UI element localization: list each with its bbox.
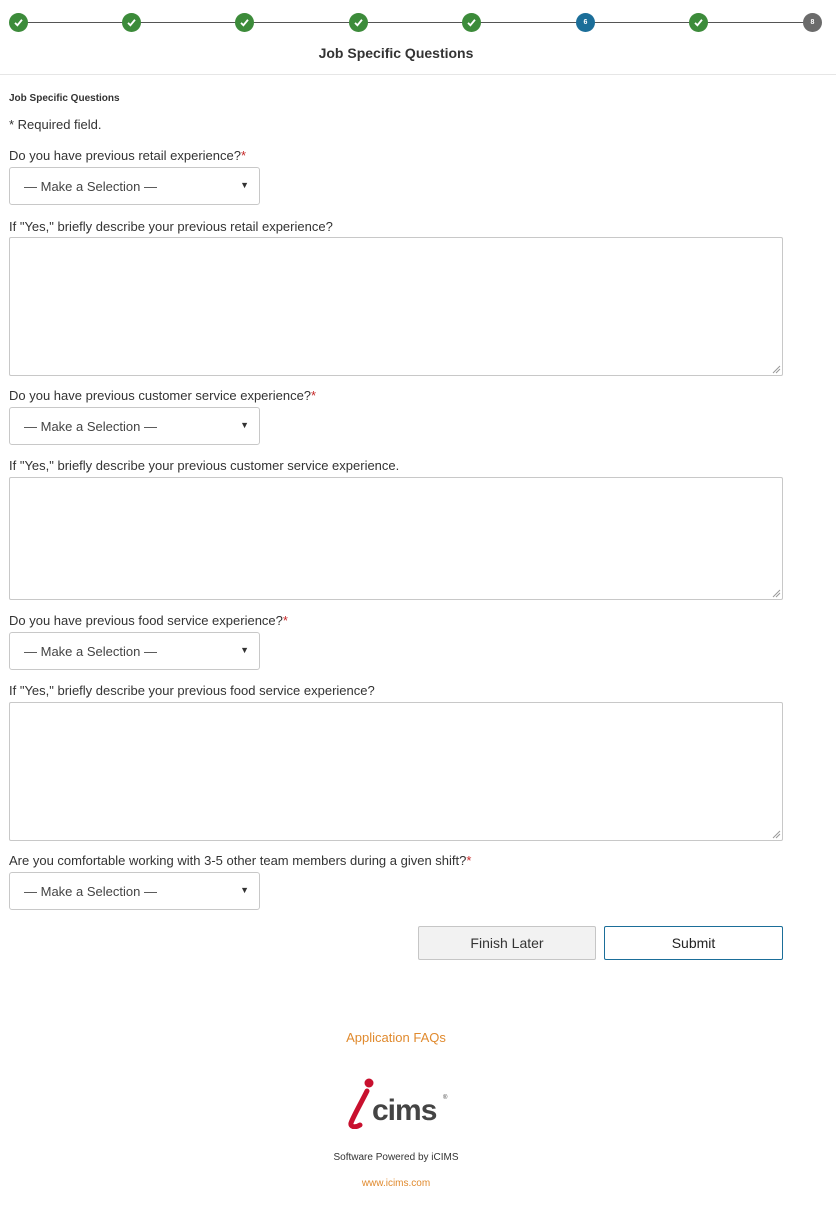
check-icon: [693, 17, 704, 28]
step-4[interactable]: [349, 13, 368, 32]
step-7[interactable]: [689, 13, 708, 32]
dropdown-caret-icon: ▼: [240, 645, 249, 655]
select-value: — Make a Selection —: [24, 883, 157, 899]
svg-text:cims: cims: [372, 1094, 437, 1127]
required-marker: *: [466, 853, 472, 868]
check-icon: [466, 17, 477, 28]
step-3[interactable]: [235, 13, 254, 32]
step-number: 6: [583, 19, 588, 26]
resize-grip-icon[interactable]: [772, 589, 781, 598]
customer-service-select[interactable]: [9, 407, 260, 445]
check-icon: [239, 17, 250, 28]
powered-by-text: Software Powered by iCIMS: [333, 1152, 459, 1163]
required-marker: *: [282, 613, 288, 628]
food-service-textarea[interactable]: [9, 702, 783, 841]
step-2[interactable]: [122, 13, 141, 32]
dropdown-caret-icon: ▼: [240, 420, 249, 430]
resize-grip-icon[interactable]: [772, 830, 781, 839]
dropdown-caret-icon: ▼: [240, 180, 249, 190]
stepper-title: Job Specific Questions: [318, 45, 474, 61]
resize-grip-icon[interactable]: [772, 365, 781, 374]
check-icon: [13, 17, 24, 28]
required-marker: *: [311, 388, 317, 403]
select-value: — Make a Selection —: [24, 418, 157, 434]
icims-website-link[interactable]: [0, 1178, 792, 1189]
icims-website-link-text[interactable]: www.icims.com: [361, 1178, 431, 1189]
question-label: Do you have previous customer service experience?*: [9, 388, 317, 403]
food-service-select[interactable]: [9, 632, 260, 670]
retail-experience-textarea[interactable]: [9, 237, 783, 376]
required-marker: *: [240, 148, 247, 163]
check-icon: [126, 17, 137, 28]
progress-stepper: [0, 0, 836, 75]
step-number: 8: [810, 19, 815, 26]
submit-button[interactable]: Submit: [604, 926, 783, 960]
question-label: Do you have previous food service experience?*: [9, 613, 288, 628]
dropdown-caret-icon: ▼: [240, 885, 249, 895]
step-1[interactable]: [9, 13, 28, 32]
step-8[interactable]: [803, 13, 822, 32]
required-field-note: * Required field.: [9, 117, 102, 132]
step-6-current[interactable]: [576, 13, 595, 32]
question-label: If "Yes," briefly describe your previous food service experience?: [9, 683, 375, 698]
retail-experience-select[interactable]: [9, 167, 260, 205]
application-faqs-link[interactable]: [0, 1030, 792, 1045]
finish-later-button[interactable]: Finish Later: [418, 926, 596, 960]
icims-logo: [343, 1077, 453, 1129]
question-label: If "Yes," briefly describe your previous customer service experience.: [9, 458, 400, 473]
step-5[interactable]: [462, 13, 481, 32]
check-icon: [353, 17, 364, 28]
question-label: Are you comfortable working with 3-5 other team members during a given shift?*: [9, 853, 472, 868]
question-label: If "Yes," briefly describe your previous retail experience?: [9, 219, 333, 234]
question-label: Do you have previous retail experience?*: [9, 148, 247, 163]
team-comfort-select[interactable]: [9, 872, 260, 910]
svg-text:®: ®: [443, 1095, 448, 1101]
customer-service-textarea[interactable]: [9, 477, 783, 600]
section-title: Job Specific Questions: [9, 93, 120, 104]
application-faqs-link-text[interactable]: Application FAQs: [346, 1030, 446, 1045]
select-value: — Make a Selection —: [24, 178, 157, 194]
select-value: — Make a Selection —: [24, 643, 157, 659]
